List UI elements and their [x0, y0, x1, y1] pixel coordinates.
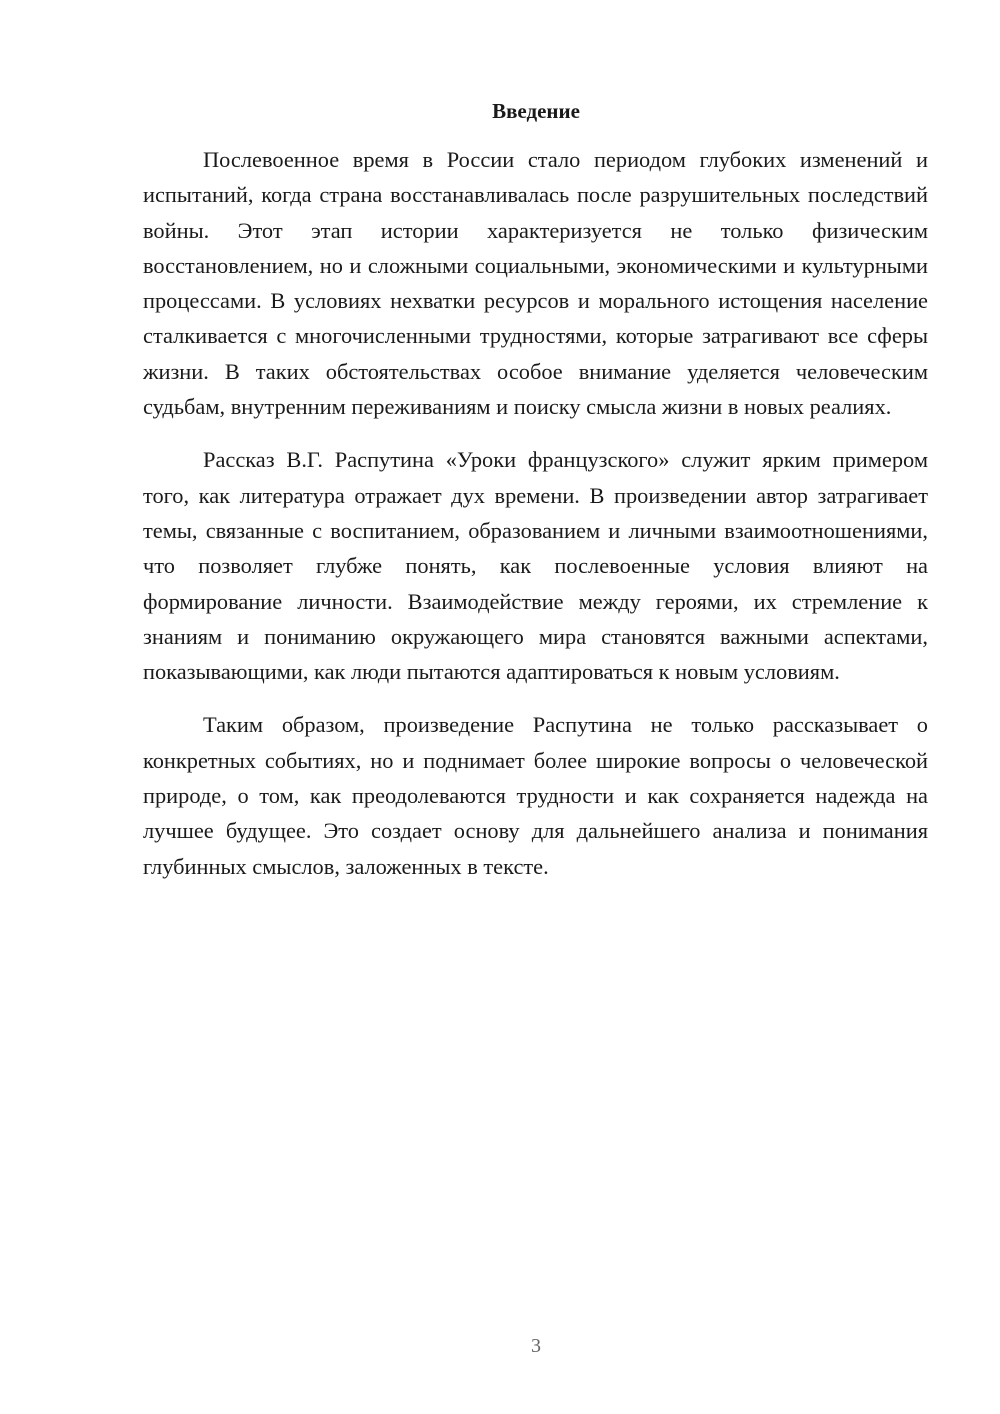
paragraph-1: Послевоенное время в России стало периодом глубоких изменений и испытаний, когда страна восстанавливалась после разрушительных последствий войны. Этот этап истории характеризуется не только физическим восстановлением, но и сложными социальными, экономическими и культурными процессами. В условиях нехватки ресурсов и морального истощения население сталкивается с многочисленными трудностями, которые затрагивают все сферы жизни. В таких обстоятельствах особое внимание уделяется человеческим судьбам, внутренним переживаниям и поиску смысла жизни в новых реалиях.: [143, 147, 928, 420]
section-heading: Введение: [492, 99, 580, 123]
paragraph-3: Таким образом, произведение Распутина не только рассказывает о конкретных событиях, но и поднимает более широкие вопросы о человеческой природе, о том, как преодолеваются трудности и как сохраняется надежда на лучшее будущее. Это создает основу для дальнейшего анализа и понимания глубинных смыслов, заложенных в тексте.: [143, 712, 928, 879]
body-text: [143, 142, 928, 902]
paragraph-2: Рассказ В.Г. Распутина «Уроки французского» служит ярким примером того, как литература отражает дух времени. В произведении автор затрагивает темы, связанные с воспитанием, образованием и личными взаимоотношениями, что позволяет глубже понять, как послевоенные условия влияют на формирование личности. Взаимодействие между героями, их стремление к знаниям и пониманию окружающего мира становятся важными аспектами, показывающими, как люди пытаются адаптироваться к новым условиям.: [143, 447, 928, 685]
page-number: 3: [531, 1335, 541, 1357]
